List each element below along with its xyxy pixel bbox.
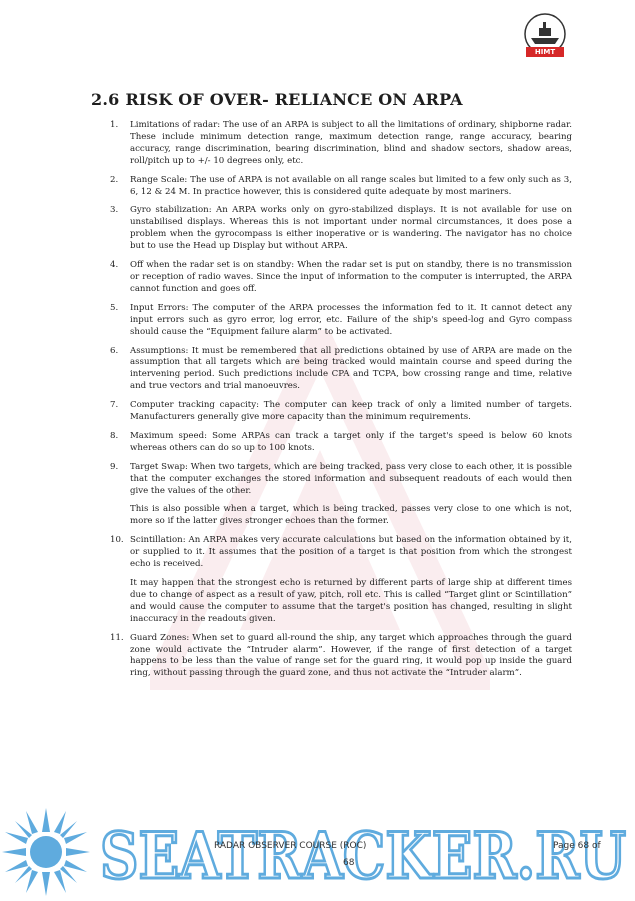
list-item (110, 260, 572, 296)
item-text: Target Swap: When two targets, which are being tracked, pass very close to each other, it is possible that the computer exchanges the stored information and subsequent readouts of each would then give the values of the other. (130, 461, 572, 496)
item-text: Off when the radar set is on standby: When the radar set is put on standby, there is no transmission or reception of radio waves. Since the input of information to the computer is interrupted, the ARPA cannot function and goes off. (130, 260, 572, 294)
item-text: Gyro stabilization: An ARPA works only on gyro-stabilized displays. It is not available for use on unstabilised displays. Whereas this is not important under normal circumstances, it does pose a problem when the gyrocompass is either inoperative or is wandering. The navigator has no choice but to use the Head up Display but without ARPA. (130, 205, 572, 252)
section-number: 2.6 (91, 90, 120, 109)
logo-label: HIMT (526, 47, 564, 57)
item-text: It may happen that the strongest echo is returned by different parts of large ship at different times due to change of aspect as a result of yaw, pitch, roll etc. This is called “Target glint or Scintillation” and would cause the computer to assume that the target's position has changed, resulting in slight inaccuracy in the readouts given. (130, 578, 572, 624)
footer-course-title: RADAR OBSERVER COURSE (ROC) (214, 841, 367, 851)
numbered-list (110, 120, 572, 687)
item-text: Range Scale: The use of ARPA is not available on all range scales but limited to a few only such as 3, 6, 12 & 24 M. In practice however, this is considered quite adequate by most mariners. (130, 174, 572, 197)
list-item (110, 400, 572, 424)
item-number: 5. (110, 302, 119, 313)
item-text: Limitations of radar: The use of an ARPA is subject to all the limitations of ordinary, shipborne radar. These include minimum detection range, maximum detection range, range accuracy, bearing accuracy, range discrimination, bearing discrimination, blind and shadow sectors, shadow areas, roll/pitch up to +/- 10 degrees only, etc. (130, 120, 572, 166)
list-item (110, 175, 572, 199)
item-text: Maximum speed: Some ARPAs can track a target only if the target's speed is below 60 knots whereas others can do so up to 100 knots. (130, 430, 572, 453)
item-number: 10. (110, 535, 124, 546)
list-item (110, 462, 572, 529)
item-text: This is also possible when a target, which is being tracked, passes very close to one which is not, more so if the latter gives stronger echoes than the former. (130, 504, 572, 527)
list-item (110, 535, 572, 625)
item-number: 2. (110, 174, 119, 185)
list-item (110, 205, 572, 253)
item-number: 9. (110, 461, 119, 472)
item-text: Assumptions: It must be remembered that all predictions obtained by use of ARPA are made on the assumption that all targets which are being tracked would maintain course and speed during the intervening period. Such predictions include CPA and TCPA, bow crossing range and time, relative and true vectors and trial manoeuvres. (130, 345, 572, 392)
list-item (110, 431, 572, 455)
sun-watermark-icon (2, 808, 90, 896)
footer-page-number: 68 (343, 858, 355, 868)
list-item (110, 346, 572, 394)
item-number: 3. (110, 205, 119, 216)
item-number: 4. (110, 260, 119, 271)
item-text: Scintillation: An ARPA makes very accurate calculations but based on the information obtained by it, or supplied to it. It assumes that the position of a target is that position from which the strongest echo is received. (130, 535, 572, 570)
item-number: 8. (110, 430, 119, 441)
footer-page-label: Page 68 of (553, 841, 601, 851)
item-number: 1. (110, 120, 119, 130)
list-item (110, 120, 572, 168)
section-title: RISK OF OVER- RELIANCE ON ARPA (125, 90, 463, 109)
item-number: 6. (110, 345, 119, 356)
item-text: Guard Zones: When set to guard all-round the ship, any target which approaches through the guard zone would activate the “Intruder alarm”. However, if the range of first detection of a target happens to be less than the value of range set for the guard ring, it would pop up inside the guard ring, without passing through the guard zone, and thus not activate the “Intruder alarm”. (130, 632, 572, 679)
brand-text: SEATRACKER.RU (100, 819, 626, 890)
item-number: 7. (110, 400, 119, 411)
item-text: Input Errors: The computer of the ARPA processes the information fed to it. It cannot detect any input errors such as gyro error, log error, etc. Failure of the ship's speed-log and Gyro compass should cause the “Equipment failure alarm” to be activated. (130, 302, 572, 337)
seatracker-watermark-text (100, 818, 628, 890)
list-item (110, 303, 572, 339)
list-item (110, 633, 572, 681)
item-text: Computer tracking capacity: The computer can keep track of only a limited number of targets. Manufacturers generally give more capacity than the minimum requirements. (130, 400, 572, 423)
section-heading (91, 90, 463, 109)
item-number: 11. (110, 632, 124, 643)
